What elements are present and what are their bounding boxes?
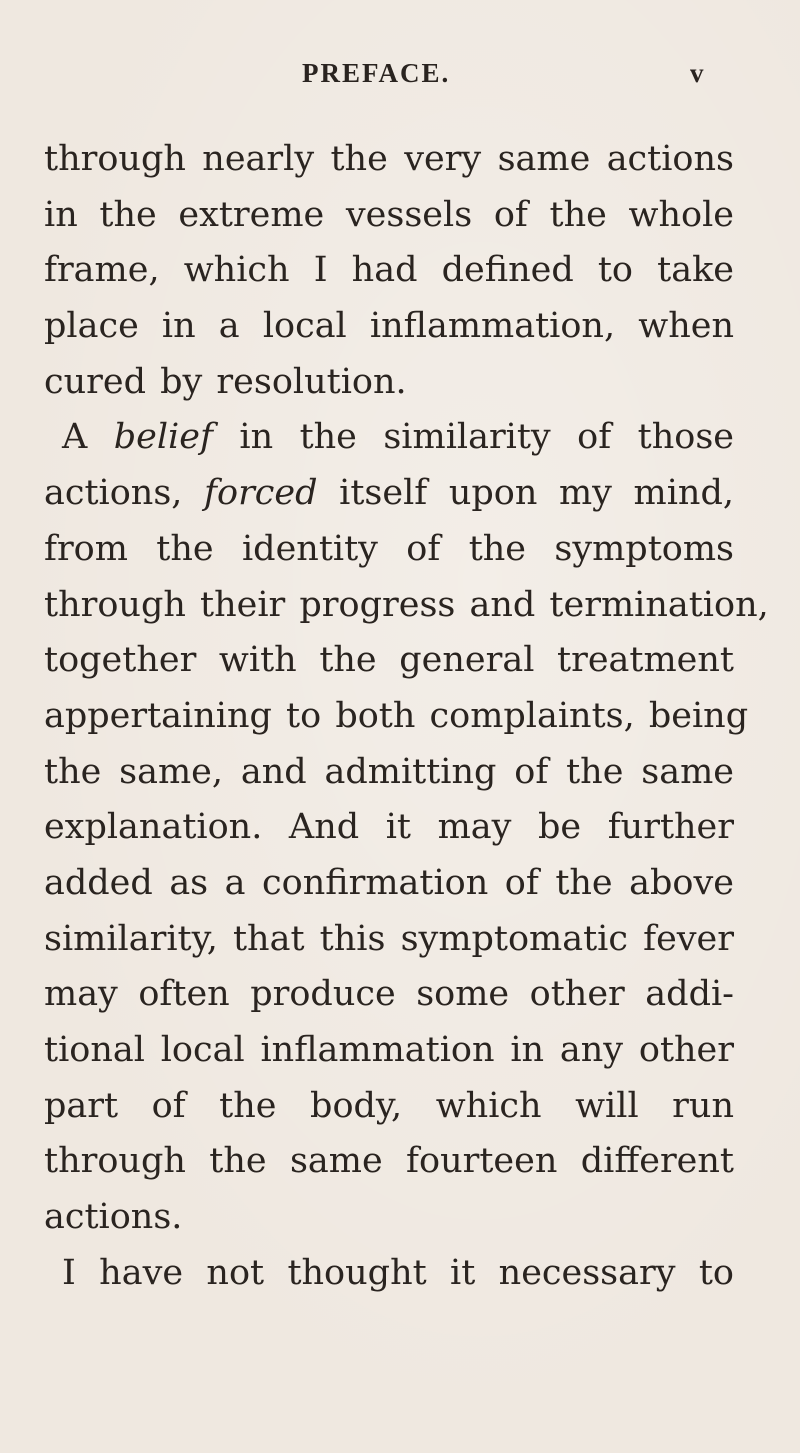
text-segment: may often produce some other addi- (44, 974, 734, 1015)
text-segment: actions. (44, 1197, 183, 1238)
text-line (44, 856, 734, 912)
text-line (44, 1023, 734, 1079)
text-segment: frame, which I had defined to take (44, 250, 734, 291)
text-segment: through their progress and termination, (44, 584, 769, 625)
text-line (44, 299, 734, 355)
text-line (44, 1190, 734, 1246)
text-segment: appertaining to both complaints, being (44, 695, 749, 736)
text-segment: itself upon my mind, (317, 473, 735, 514)
text-line (44, 1134, 734, 1190)
text-segment: added as a confirmation of the above (44, 862, 734, 903)
text-segment: in the similarity of those (212, 417, 734, 458)
text-line (44, 1079, 734, 1135)
text-segment: I have not thought it necessary to (62, 1252, 734, 1293)
text-line (44, 967, 734, 1023)
text-segment: in the extreme vessels of the whole (44, 194, 734, 235)
text-line (44, 578, 769, 634)
text-line (44, 1246, 734, 1302)
text-segment: through the same fourteen different (44, 1141, 734, 1182)
text-line (44, 745, 734, 801)
text-segment: actions, (44, 473, 205, 514)
page-title: PREFACE. (302, 58, 451, 88)
italic-word: forced (204, 473, 318, 514)
text-line (44, 689, 749, 745)
page-number: v (690, 58, 704, 88)
text-segment: tional local inflammation in any other (44, 1030, 734, 1070)
text-segment: the same, and admitting of the same (44, 751, 734, 792)
text-line (44, 188, 734, 244)
text-line (44, 132, 734, 188)
text-segment: together with the general treatment (44, 640, 734, 681)
text-line (44, 800, 734, 856)
text-line (44, 466, 734, 522)
running-head (0, 58, 800, 98)
italic-word: belief (113, 417, 213, 458)
text-line (44, 912, 734, 968)
text-segment: part of the body, which will run (44, 1085, 734, 1126)
text-line (44, 410, 734, 466)
text-line (44, 522, 734, 578)
text-segment: from the identity of the symptoms (44, 528, 734, 569)
body-text (44, 132, 769, 1301)
text-line (44, 243, 734, 299)
text-segment: cured by resolution. (44, 361, 407, 402)
text-segment: place in a local inflammation, when (44, 306, 734, 347)
text-line (44, 633, 734, 689)
text-segment: through nearly the very same actions (44, 139, 734, 179)
text-segment: A (62, 417, 114, 458)
text-segment: similarity, that this symptomatic fever (44, 918, 734, 959)
text-line (44, 355, 734, 411)
text-segment: explanation. And it may be further (44, 807, 734, 848)
